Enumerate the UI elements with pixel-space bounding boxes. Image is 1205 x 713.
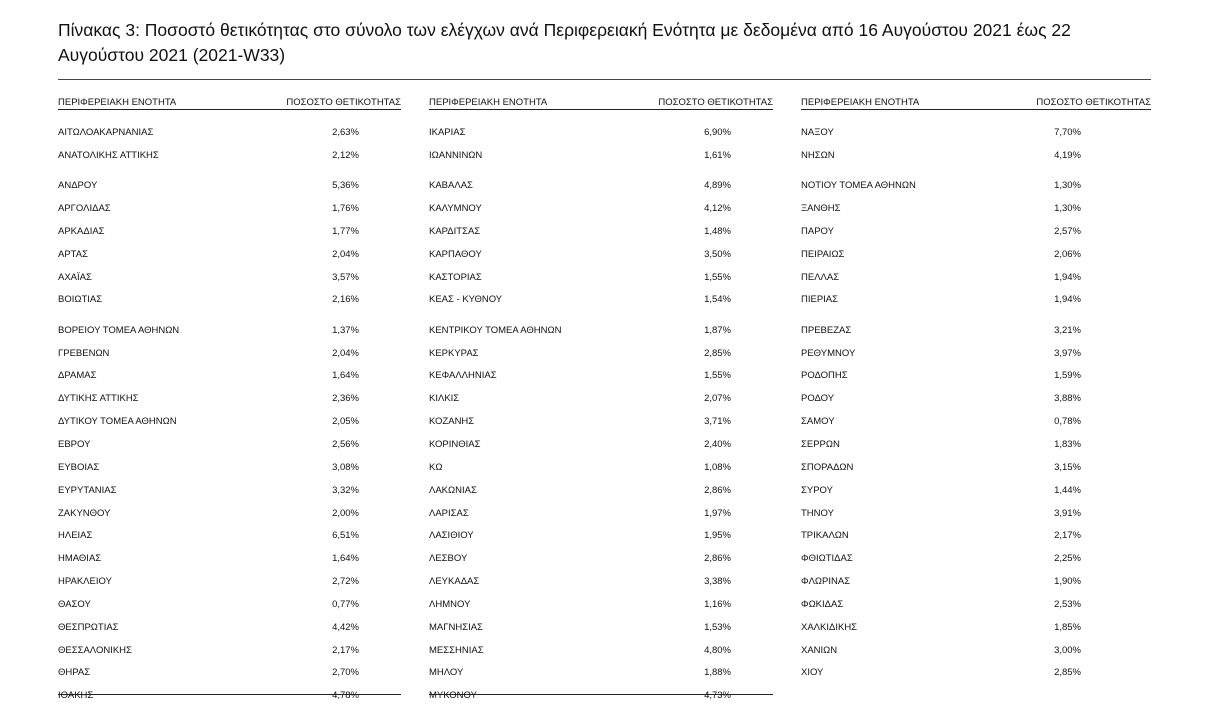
region-name: ΖΑΚΥΝΘΟΥ [58,507,111,519]
table-row [58,294,401,317]
table-row [58,667,401,690]
positivity-value: 2,72% [332,576,359,588]
table-row [801,530,1151,553]
table-row [58,370,401,393]
table-row [58,272,401,295]
region-name: ΚΕΝΤΡΙΚΟΥ ΤΟΜΕΑ ΑΘΗΝΩΝ [429,324,562,336]
positivity-value: 2,16% [332,294,359,306]
table-rows [58,127,401,713]
positivity-value: 1,30% [1054,203,1081,215]
positivity-value: 1,83% [1054,438,1081,450]
region-name: ΡΟΔΟΠΗΣ [801,370,848,382]
region-name: ΣΑΜΟΥ [801,416,835,428]
positivity-value: 3,15% [1054,461,1081,473]
table-row [58,508,401,531]
positivity-value: 3,38% [704,576,731,588]
region-name: ΘΗΡΑΣ [58,667,91,679]
table-row [429,599,773,622]
table-row [429,667,773,690]
table-rows [801,127,1151,690]
table-row [58,150,401,173]
positivity-value: 2,05% [332,416,359,428]
positivity-value: 3,91% [1054,507,1081,519]
positivity-value: 1,55% [704,271,731,283]
region-name: ΜΗΛΟΥ [429,667,464,679]
table-row [801,576,1151,599]
table-column-1 [58,96,401,713]
table-row [58,576,401,599]
table-row [429,576,773,599]
positivity-value: 3,57% [332,271,359,283]
table-row [801,226,1151,249]
region-name: ΛΕΣΒΟΥ [429,553,468,565]
table-rows [429,127,773,713]
positivity-value: 2,25% [1054,553,1081,565]
header-region: ΠΕΡΙΦΕΡΕΙΑΚΗ ΕΝΟΤΗΤΑ [58,97,177,108]
region-name: ΗΛΕΙΑΣ [58,530,93,542]
positivity-value: 7,70% [1054,127,1081,138]
positivity-value: 1,16% [704,598,731,610]
table-row [58,599,401,622]
positivity-value: 1,30% [1054,180,1081,192]
table-column-3 [801,96,1151,690]
table-row [801,180,1151,203]
table-row [801,370,1151,393]
positivity-value: 1,59% [1054,370,1081,382]
table-row [429,462,773,485]
table-row [801,393,1151,416]
region-name: ΤΗΝΟΥ [801,507,834,519]
positivity-value: 1,95% [704,530,731,542]
table-row [58,645,401,668]
positivity-value: 4,89% [704,180,731,192]
table-row [58,393,401,416]
table-row [801,348,1151,371]
region-name: ΜΥΚΟΝΟΥ [429,690,477,702]
region-name: ΙΘΑΚΗΣ [58,690,94,702]
table-row [801,203,1151,226]
region-name: ΚΕΦΑΛΛΗΝΙΑΣ [429,370,497,382]
region-name: ΑΡΤΑΣ [58,248,88,260]
positivity-value: 1,48% [704,225,731,237]
positivity-value: 3,97% [1054,347,1081,359]
positivity-value: 1,37% [332,324,359,336]
table-row [801,508,1151,531]
region-name: ΒΟΙΩΤΙΑΣ [58,294,103,306]
positivity-value: 0,77% [332,598,359,610]
header-region: ΠΕΡΙΦΕΡΕΙΑΚΗ ΕΝΟΤΗΤΑ [429,97,548,108]
table-row [429,439,773,462]
table-row [429,203,773,226]
positivity-value: 2,12% [332,149,359,161]
positivity-value: 2,36% [332,393,359,405]
table-row [429,294,773,317]
region-name: ΛΑΡΙΣΑΣ [429,507,469,519]
region-name: ΤΡΙΚΑΛΩΝ [801,530,849,542]
table-row [58,226,401,249]
region-name: ΚΟΡΙΝΘΙΑΣ [429,438,481,450]
table-row [429,272,773,295]
positivity-value: 1,44% [1054,484,1081,496]
positivity-value: 0,78% [1054,416,1081,428]
positivity-value: 3,50% [704,248,731,260]
positivity-value: 1,64% [332,553,359,565]
region-name: ΘΕΣΠΡΩΤΙΑΣ [58,621,119,633]
positivity-value: 2,17% [1054,530,1081,542]
region-name: ΚΑΣΤΟΡΙΑΣ [429,271,482,283]
positivity-value: 6,90% [704,127,731,138]
positivity-value: 2,85% [1054,667,1081,679]
region-name: ΙΩΑΝΝΙΝΩΝ [429,149,483,161]
region-name: ΗΡΑΚΛΕΙΟΥ [58,576,112,588]
region-name: ΛΕΥΚΑΔΑΣ [429,576,480,588]
table-row [58,180,401,203]
region-name: ΡΕΘΥΜΝΟΥ [801,347,856,359]
region-name: ΙΚΑΡΙΑΣ [429,127,466,138]
header-positivity: ΠΟΣΟΣΤΟ ΘΕΤΙΚΟΤΗΤΑΣ [1036,97,1151,108]
table-row [429,508,773,531]
region-name: ΧΑΝΙΩΝ [801,644,838,656]
region-name: ΚΑΛΥΜΝΟΥ [429,203,482,215]
region-name: ΗΜΑΘΙΑΣ [58,553,102,565]
region-name: ΠΑΡΟΥ [801,225,834,237]
table-row [801,599,1151,622]
region-name: ΑΡΓΟΛΙΔΑΣ [58,203,111,215]
region-name: ΚΑΡΔΙΤΣΑΣ [429,225,481,237]
page-title: Πίνακας 3: Ποσοστό θετικότητας στο σύνολο των ελέγχων ανά Περιφερειακή Ενότητα με δεδομένα από 16 Αυγούστου 2021 έως 22 Αυγούστου 2021 (2021-W33) [58,20,1071,65]
positivity-value: 2,70% [332,667,359,679]
positivity-value: 2,86% [704,484,731,496]
table-row [429,127,773,150]
region-name: ΑΝΑΤΟΛΙΚΗΣ ΑΤΤΙΚΗΣ [58,149,159,161]
table-row [801,439,1151,462]
region-name: ΚΑΡΠΑΘΟΥ [429,248,482,260]
region-name: ΕΒΡΟΥ [58,438,91,450]
header-positivity: ΠΟΣΟΣΤΟ ΘΕΤΙΚΟΤΗΤΑΣ [658,97,773,108]
table-row [801,553,1151,576]
region-name: ΝΟΤΙΟΥ ΤΟΜΕΑ ΑΘΗΝΩΝ [801,180,916,192]
region-name: ΑΡΚΑΔΙΑΣ [58,225,105,237]
positivity-value: 2,00% [332,507,359,519]
region-name: ΦΩΚΙΔΑΣ [801,598,844,610]
positivity-value: 2,06% [1054,248,1081,260]
positivity-value: 4,78% [332,690,359,702]
positivity-value: 2,04% [332,248,359,260]
table-row [429,553,773,576]
region-name: ΣΠΟΡΑΔΩΝ [801,461,854,473]
positivity-value: 4,19% [1054,149,1081,161]
table-row [429,645,773,668]
table-row [429,622,773,645]
table-column-2 [429,96,773,713]
positivity-value: 4,73% [704,690,731,702]
table-row [429,530,773,553]
table-row [429,393,773,416]
positivity-value: 6,51% [332,530,359,542]
positivity-value: 2,85% [704,347,731,359]
positivity-value: 1,87% [704,324,731,336]
column-header [58,96,401,110]
region-name: ΛΗΜΝΟΥ [429,598,471,610]
positivity-value: 2,57% [1054,225,1081,237]
title-divider [58,79,1151,80]
region-name: ΣΥΡΟΥ [801,484,833,496]
positivity-value: 5,36% [332,180,359,192]
table-row [429,485,773,508]
region-name: ΔΥΤΙΚΗΣ ΑΤΤΙΚΗΣ [58,393,139,405]
positivity-value: 1,76% [332,203,359,215]
region-name: ΑΧΑΪΑΣ [58,271,92,283]
table-row [58,416,401,439]
table-row [801,249,1151,272]
positivity-value: 3,32% [332,484,359,496]
table-row [801,645,1151,668]
table-row [429,150,773,173]
region-name: ΘΑΣΟΥ [58,598,91,610]
positivity-value: 1,90% [1054,576,1081,588]
region-name: ΠΡΕΒΕΖΑΣ [801,324,852,336]
positivity-value: 1,53% [704,621,731,633]
positivity-value: 2,53% [1054,598,1081,610]
region-name: ΠΕΛΛΑΣ [801,271,840,283]
positivity-value: 2,04% [332,347,359,359]
positivity-value: 1,08% [704,461,731,473]
region-name: ΕΥΡΥΤΑΝΙΑΣ [58,484,117,496]
positivity-value: 2,63% [332,127,359,138]
header-region: ΠΕΡΙΦΕΡΕΙΑΚΗ ΕΝΟΤΗΤΑ [801,97,920,108]
table-row [429,325,773,348]
positivity-value: 1,88% [704,667,731,679]
positivity-value: 3,00% [1054,644,1081,656]
table-row [801,127,1151,150]
table-row [58,622,401,645]
table-row [58,462,401,485]
column-1-bottom-rule [58,694,401,695]
column-2-bottom-rule [429,694,773,695]
region-name: ΔΡΑΜΑΣ [58,370,97,382]
positivity-value: 4,42% [332,621,359,633]
table-row [429,249,773,272]
table-row [58,127,401,150]
region-name: ΦΛΩΡΙΝΑΣ [801,576,851,588]
region-name: ΘΕΣΣΑΛΟΝΙΚΗΣ [58,644,132,656]
region-name: ΜΑΓΝΗΣΙΑΣ [429,621,483,633]
table-row [801,272,1151,295]
table-row [801,667,1151,690]
region-name: ΠΙΕΡΙΑΣ [801,294,839,306]
table-row [801,462,1151,485]
region-name: ΛΑΚΩΝΙΑΣ [429,484,477,496]
table-row [58,325,401,348]
region-name: ΠΕΙΡΑΙΩΣ [801,248,845,260]
positivity-value: 2,07% [704,393,731,405]
table-row [58,530,401,553]
region-name: ΜΕΣΣΗΝΙΑΣ [429,644,484,656]
positivity-value: 1,85% [1054,621,1081,633]
table-row [429,348,773,371]
region-name: ΑΙΤΩΛΟΑΚΑΡΝΑΝΙΑΣ [58,127,154,138]
table-row [801,485,1151,508]
positivity-value: 1,77% [332,225,359,237]
region-name: ΦΘΙΩΤΙΔΑΣ [801,553,853,565]
table-row [58,348,401,371]
positivity-value: 3,08% [332,461,359,473]
table-row [58,203,401,226]
region-name: ΕΥΒΟΙΑΣ [58,461,100,473]
positivity-value: 1,94% [1054,271,1081,283]
region-name: ΚΕΡΚΥΡΑΣ [429,347,479,359]
table-row [801,622,1151,645]
positivity-value: 3,71% [704,416,731,428]
region-name: ΧΑΛΚΙΔΙΚΗΣ [801,621,858,633]
positivity-value: 4,80% [704,644,731,656]
positivity-value: 1,55% [704,370,731,382]
positivity-value: 1,61% [704,149,731,161]
region-name: ΚΑΒΑΛΑΣ [429,180,473,192]
positivity-value: 2,40% [704,438,731,450]
region-name: ΑΝΔΡΟΥ [58,180,98,192]
table-row [801,416,1151,439]
positivity-value: 2,86% [704,553,731,565]
region-name: ΛΑΣΙΘΙΟΥ [429,530,474,542]
table-row [429,226,773,249]
table-row [429,416,773,439]
positivity-value: 3,21% [1054,324,1081,336]
positivity-value: 1,64% [332,370,359,382]
positivity-value: 2,17% [332,644,359,656]
table-row [58,249,401,272]
table-row [801,294,1151,317]
positivity-value: 1,54% [704,294,731,306]
header-positivity: ΠΟΣΟΣΤΟ ΘΕΤΙΚΟΤΗΤΑΣ [286,97,401,108]
region-name: ΝΑΞΟΥ [801,127,834,138]
region-name: ΚΙΛΚΙΣ [429,393,460,405]
region-name: ΧΙΟΥ [801,667,824,679]
table-row [429,370,773,393]
region-name: ΒΟΡΕΙΟΥ ΤΟΜΕΑ ΑΘΗΝΩΝ [58,324,180,336]
region-name: ΚΕΑΣ - ΚΥΘΝΟΥ [429,294,503,306]
table-row [58,485,401,508]
region-name: ΞΑΝΘΗΣ [801,203,841,215]
region-name: ΣΕΡΡΩΝ [801,438,840,450]
region-name: ΡΟΔΟΥ [801,393,835,405]
positivity-value: 1,97% [704,507,731,519]
positivity-value: 1,94% [1054,294,1081,306]
region-name: ΝΗΣΩΝ [801,149,835,161]
column-header [801,96,1151,110]
positivity-value: 2,56% [332,438,359,450]
positivity-value: 3,88% [1054,393,1081,405]
region-name: ΚΩ [429,461,443,473]
region-name: ΓΡΕΒΕΝΩΝ [58,347,110,359]
table-row [58,439,401,462]
region-name: ΔΥΤΙΚΟΥ ΤΟΜΕΑ ΑΘΗΝΩΝ [58,416,177,428]
table-row [801,325,1151,348]
table-row [429,180,773,203]
table-row [58,553,401,576]
positivity-value: 4,12% [704,203,731,215]
table-row [801,150,1151,173]
column-header [429,96,773,110]
region-name: ΚΟΖΑΝΗΣ [429,416,475,428]
